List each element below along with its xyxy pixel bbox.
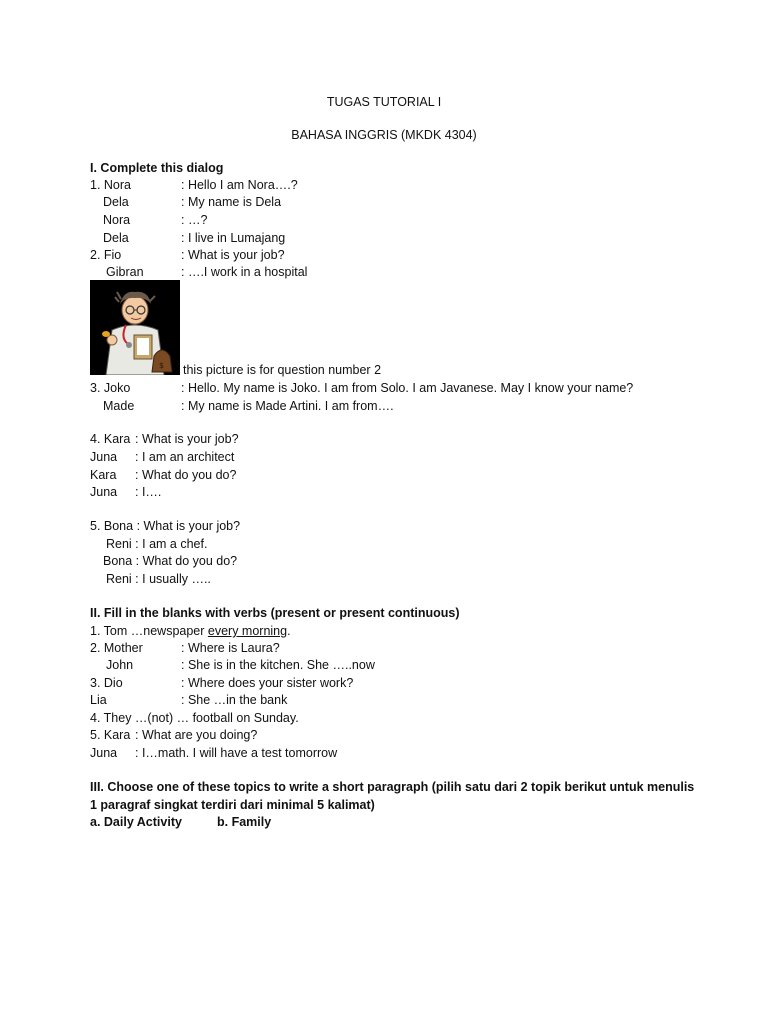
q1-line-2: : My name is Dela xyxy=(181,195,282,209)
document-subtitle: BAHASA INGGRIS (MKDK 4304) xyxy=(291,128,477,142)
q1-speaker-4: Dela xyxy=(103,231,129,245)
s2-q5-line-2: : I…math. I will have a test tomorrow xyxy=(135,746,338,760)
s2-q1-end: . xyxy=(287,624,291,638)
q4-speaker-4: Juna xyxy=(90,485,118,499)
s2-q2-line-2: : She is in the kitchen. She …..now xyxy=(181,658,375,672)
s2-q5-line-1: : What are you doing? xyxy=(135,728,258,742)
q2-line-1: : What is your job? xyxy=(181,248,285,262)
s2-q5-speaker-2: Juna xyxy=(90,746,118,760)
s2-q3-speaker-2: Lia xyxy=(90,693,107,707)
q4-line-3: : What do you do? xyxy=(135,468,237,482)
doctor-illustration-icon xyxy=(90,280,180,375)
q3-speaker-1: 3. Joko xyxy=(90,381,131,395)
q1-line-1: : Hello I am Nora….? xyxy=(181,178,298,192)
q4-line-4: : I…. xyxy=(135,485,162,499)
q4-speaker-3: Kara xyxy=(90,468,117,482)
q1-speaker-2: Dela xyxy=(103,195,129,209)
q4-line-2: : I am an architect xyxy=(135,450,235,464)
q2-speaker-2: Gibran xyxy=(106,265,144,279)
q1-speaker-3: Nora xyxy=(103,213,131,227)
q4-speaker-2: Juna xyxy=(90,450,118,464)
svg-text:$: $ xyxy=(159,361,165,370)
q5-line-4: Reni : I usually ….. xyxy=(106,572,211,586)
q3-speaker-2: Made xyxy=(103,399,135,413)
s2-q2-speaker-1: 2. Mother xyxy=(90,641,143,655)
q1-line-4: : I live in Lumajang xyxy=(181,231,286,245)
s2-q3-speaker-1: 3. Dio xyxy=(90,676,123,690)
q3-line-1: : Hello. My name is Joko. I am from Solo. I am Javanese. May I know your name? xyxy=(181,381,634,395)
q5-line-2: Reni : I am a chef. xyxy=(106,537,208,551)
q2-line-2: : ….I work in a hospital xyxy=(181,265,308,279)
section-2-heading: II. Fill in the blanks with verbs (present or present continuous) xyxy=(90,606,460,620)
topic-option-a: a. Daily Activity xyxy=(90,815,182,829)
q1-speaker-1: 1. Nora xyxy=(90,178,131,192)
q5-line-3: Bona : What do you do? xyxy=(103,554,238,568)
q5-line-1: 5. Bona : What is your job? xyxy=(90,519,241,533)
picture-caption: this picture is for question number 2 xyxy=(183,363,382,377)
document-title: TUGAS TUTORIAL I xyxy=(326,95,442,109)
topic-option-b: b. Family xyxy=(217,815,272,829)
s2-q3-line-1: : Where does your sister work? xyxy=(181,676,354,690)
q2-speaker-1: 2. Fio xyxy=(90,248,122,262)
section-3-heading-line-1: III. Choose one of these topics to write a short paragraph (pilih satu dari 2 topik berikut untuk menulis xyxy=(90,780,695,794)
s2-q1-text: 1. Tom …newspaper xyxy=(90,624,208,638)
s2-q1 xyxy=(90,624,291,638)
s2-q2-speaker-2: John xyxy=(106,658,134,672)
q1-line-3: : …? xyxy=(181,213,208,227)
q3-line-2: : My name is Made Artini. I am from…. xyxy=(181,399,394,413)
section-1-heading: I. Complete this dialog xyxy=(90,161,224,175)
s2-q2-line-1: : Where is Laura? xyxy=(181,641,280,655)
q4-speaker-1: 4. Kara xyxy=(90,432,131,446)
s2-q5-speaker-1: 5. Kara xyxy=(90,728,131,742)
s2-q1-underlined: every morning xyxy=(207,624,288,638)
s2-q4: 4. They …(not) … football on Sunday. xyxy=(90,711,299,725)
s2-q3-line-2: : She …in the bank xyxy=(181,693,288,707)
section-3-heading-line-2: 1 paragraf singkat terdiri dari minimal 5 kalimat) xyxy=(90,798,375,812)
q4-line-1: : What is your job? xyxy=(135,432,239,446)
